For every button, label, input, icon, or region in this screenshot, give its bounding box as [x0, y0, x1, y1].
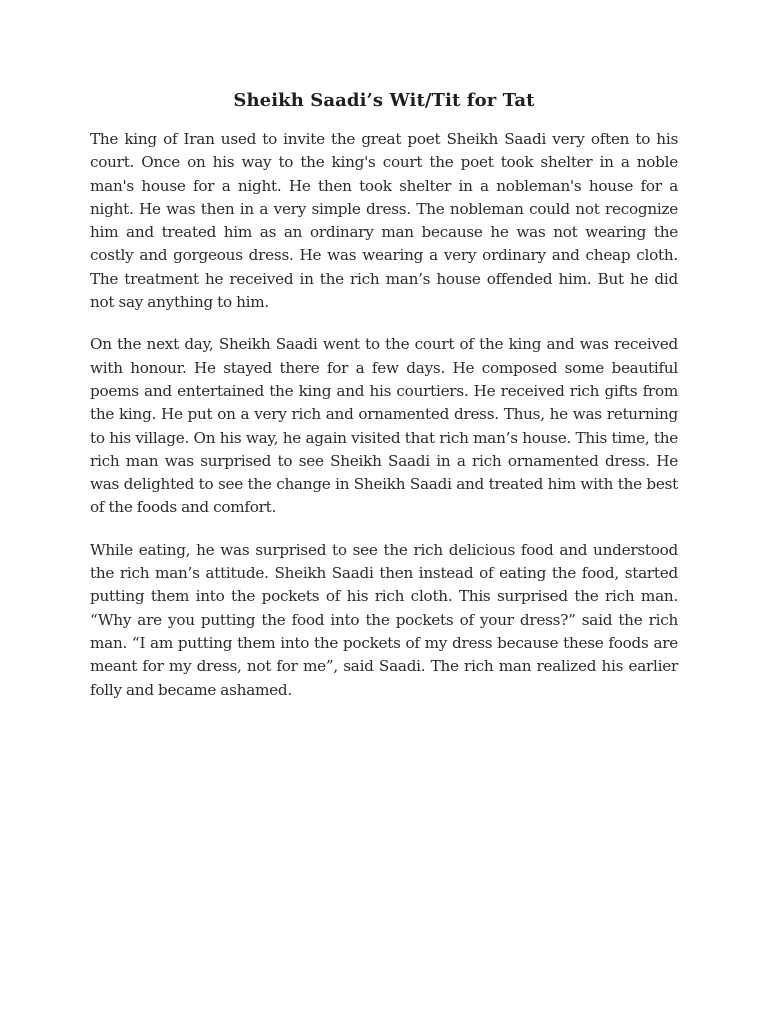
paragraph-3: While eating, he was surprised to see the rich delicious food and understood the rich man’s attitude. Sheikh Saadi then instead of eating the food, started putting them into the pockets of his rich cloth. This surprised the rich man. “Why are you putting the food into the pockets of your dress?” said the rich man. “I am putting them into the pockets of my dress because these foods are meant for my dress, not for me”, said Saadi. The rich man realized his earlier folly and became ashamed.: [90, 540, 678, 699]
paragraph-1: The king of Iran used to invite the great poet Sheikh Saadi very often to his court. Once on his way to the king's court the poet took shelter in a noble man's house for a night. He then took shelter in a nobleman's house for a night. He was then in a very simple dress. The nobleman could not recognize him and treated him as an ordinary man because he was not wearing the costly and gorgeous dress. He was wearing a very ordinary and cheap cloth. The treatment he received in the rich man’s house offended him. But he did not say anything to him.: [90, 130, 678, 312]
document-title: Sheikh Saadi’s Wit/Tit for Tat: [233, 90, 535, 111]
paragraph-2: On the next day, Sheikh Saadi went to the court of the king and was received with honour. He stayed there for a few days. He composed some beautiful poems and entertained the king and his courtiers. He received rich gifts from the king. He put on a very rich and ornamented dress. Thus, he was returning to his village. On his way, he again visited that rich man’s house. This time, the rich man was surprised to see Sheikh Saadi in a rich ornamented dress. He was delighted to see the change in Sheikh Saadi and treated him with the best of the foods and comfort.: [90, 335, 678, 517]
